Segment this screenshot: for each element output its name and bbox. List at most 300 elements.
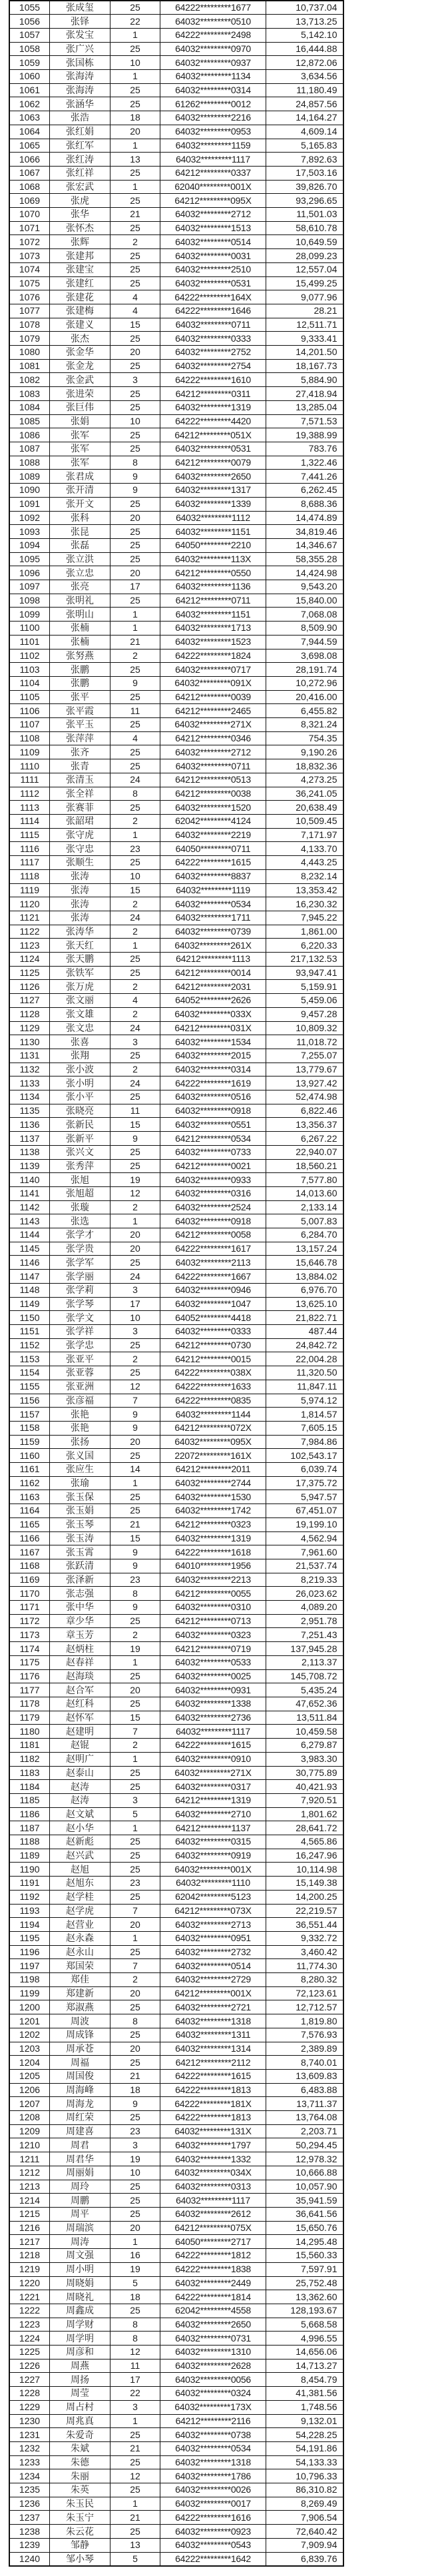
count-cell: 25 (110, 359, 160, 373)
amount-cell: 15,149.38 (266, 1877, 343, 1891)
row-index-cell: 1210 (9, 2138, 50, 2152)
count-cell: 11 (110, 704, 160, 718)
name-cell: 周兆真 (50, 2414, 110, 2428)
row-index-cell: 1093 (9, 525, 50, 539)
count-cell: 1 (110, 828, 160, 842)
amount-cell: 8,454.79 (266, 2373, 343, 2387)
amount-cell: 9,077.96 (266, 290, 343, 304)
amount-cell: 20,638.49 (266, 801, 343, 815)
name-cell: 张昆 (50, 525, 110, 539)
count-cell: 5 (110, 2276, 160, 2290)
amount-cell: 13,362.60 (266, 2290, 343, 2304)
id-number-cell: 64032*********0025 (160, 1669, 266, 1683)
count-cell: 1 (110, 70, 160, 84)
id-number-cell: 64032*********0953 (160, 125, 266, 139)
name-cell: 周晓娟 (50, 2276, 110, 2290)
count-cell: 25 (110, 1449, 160, 1463)
id-number-cell: 64032*********2736 (160, 1711, 266, 1725)
name-cell: 朱德 (50, 2455, 110, 2469)
amount-cell: 12,557.04 (266, 262, 343, 276)
count-cell: 25 (110, 2028, 160, 2042)
id-number-cell: 64032*********0333 (160, 1325, 266, 1339)
name-cell: 张楠 (50, 635, 110, 649)
table-row (9, 1986, 343, 2000)
table-row (9, 125, 343, 139)
id-number-cell: 64212*********0513 (160, 773, 266, 787)
name-cell: 周君 (50, 2138, 110, 2152)
row-index-cell: 1135 (9, 1104, 50, 1118)
table-row (9, 525, 343, 539)
table-row (9, 1270, 343, 1284)
row-index-cell: 1240 (9, 2552, 50, 2566)
amount-cell: 39,826.70 (266, 180, 343, 194)
count-cell: 12 (110, 2469, 160, 2483)
table-row (9, 814, 343, 828)
name-cell: 周红荣 (50, 2111, 110, 2125)
id-number-cell: 64212*********001X (160, 1986, 266, 2000)
count-cell: 21 (110, 1517, 160, 1531)
row-index-cell: 1230 (9, 2414, 50, 2428)
amount-cell: 28,191.74 (266, 663, 343, 677)
name-cell: 赵旭东 (50, 1877, 110, 1891)
table-row (9, 939, 343, 953)
name-cell: 张军 (50, 428, 110, 442)
amount-cell: 50,294.45 (266, 2138, 343, 2152)
table-row (9, 2497, 343, 2511)
id-number-cell: 64032*********0026 (160, 2483, 266, 2497)
row-index-cell: 1128 (9, 1007, 50, 1021)
table-row (9, 1490, 343, 1504)
table-row (9, 594, 343, 608)
name-cell: 张学忠 (50, 1338, 110, 1352)
count-cell: 20 (110, 566, 160, 580)
row-index-cell: 1077 (9, 304, 50, 318)
row-index-cell: 1150 (9, 1311, 50, 1325)
data-table (9, 0, 344, 2567)
row-index-cell: 1180 (9, 1725, 50, 1739)
amount-cell: 21,537.74 (266, 1559, 343, 1573)
amount-cell: 18,167.73 (266, 359, 343, 373)
name-cell: 周鹏 (50, 2194, 110, 2208)
name-cell: 赵永山 (50, 1945, 110, 1959)
amount-cell: 10,737.04 (266, 1, 343, 15)
amount-cell: 21,822.71 (266, 1311, 343, 1325)
count-cell: 2 (110, 1628, 160, 1642)
count-cell: 25 (110, 594, 160, 608)
row-index-cell: 1089 (9, 470, 50, 484)
name-cell: 张小明 (50, 1076, 110, 1090)
id-number-cell: 64222*********4420 (160, 414, 266, 428)
row-index-cell: 1134 (9, 1090, 50, 1104)
row-index-cell: 1115 (9, 828, 50, 842)
table-row (9, 428, 343, 442)
name-cell: 赵建明 (50, 1725, 110, 1739)
id-number-cell: 64212*********2116 (160, 2414, 266, 2428)
name-cell: 赵锟 (50, 1739, 110, 1753)
count-cell: 25 (110, 221, 160, 235)
row-index-cell: 1069 (9, 194, 50, 208)
amount-cell: 72,640.42 (266, 2525, 343, 2539)
table-row (9, 1601, 343, 1615)
count-cell: 17 (110, 580, 160, 594)
count-cell: 1 (110, 622, 160, 636)
id-number-cell: 64222*********1838 (160, 2262, 266, 2276)
id-number-cell: 22072*********161X (160, 1449, 266, 1463)
name-cell: 郑淑燕 (50, 2000, 110, 2014)
amount-cell: 1,814.57 (266, 1408, 343, 1422)
table-row (9, 1435, 343, 1449)
table-row (9, 1973, 343, 1987)
name-cell: 张清玉 (50, 773, 110, 787)
row-index-cell: 1208 (9, 2111, 50, 2125)
amount-cell: 7,571.53 (266, 414, 343, 428)
name-cell: 张楠 (50, 622, 110, 636)
row-index-cell: 1197 (9, 1959, 50, 1973)
id-number-cell: 64212*********072X (160, 1421, 266, 1435)
table-row (9, 166, 343, 180)
name-cell: 张学军 (50, 1256, 110, 1270)
table-row (9, 346, 343, 360)
row-index-cell: 1075 (9, 276, 50, 290)
table-row (9, 1104, 343, 1118)
id-number-cell: 64212*********1113 (160, 953, 266, 967)
row-index-cell: 1058 (9, 42, 50, 56)
name-cell: 周承苍 (50, 2042, 110, 2056)
id-number-cell: 64222*********1642 (160, 2552, 266, 2566)
name-cell: 张志强 (50, 1587, 110, 1601)
count-cell: 19 (110, 1173, 160, 1187)
name-cell: 张义国 (50, 1449, 110, 1463)
count-cell: 25 (110, 2455, 160, 2469)
amount-cell: 13,353.42 (266, 883, 343, 897)
row-index-cell: 1189 (9, 1849, 50, 1863)
table-body (9, 1, 343, 2566)
count-cell: 25 (110, 1945, 160, 1959)
row-index-cell: 1147 (9, 1270, 50, 1284)
table-row (9, 911, 343, 925)
amount-cell: 13,511.84 (266, 1711, 343, 1725)
count-cell: 10 (110, 869, 160, 883)
count-cell: 25 (110, 1780, 160, 1794)
table-row (9, 1945, 343, 1959)
table-row (9, 153, 343, 167)
amount-cell: 14,013.60 (266, 1186, 343, 1200)
name-cell: 赵小华 (50, 1821, 110, 1835)
name-cell: 张开文 (50, 497, 110, 511)
name-cell: 周君华 (50, 2152, 110, 2166)
table-row (9, 2525, 343, 2539)
row-index-cell: 1132 (9, 1063, 50, 1076)
count-cell: 8 (110, 2332, 160, 2346)
table-row (9, 566, 343, 580)
id-number-cell: 64032*********1530 (160, 1490, 266, 1504)
count-cell: 25 (110, 2428, 160, 2442)
name-cell: 张学贵 (50, 1242, 110, 1256)
table-row (9, 1311, 343, 1325)
name-cell: 张学文 (50, 1311, 110, 1325)
table-row (9, 1559, 343, 1573)
id-number-cell: 64032*********131X (160, 2124, 266, 2138)
row-index-cell: 1141 (9, 1186, 50, 1200)
row-index-cell: 1140 (9, 1173, 50, 1187)
row-index-cell: 1159 (9, 1435, 50, 1449)
amount-cell: 6,839.76 (266, 2552, 343, 2566)
count-cell: 20 (110, 125, 160, 139)
id-number-cell: 64032*********0534 (160, 897, 266, 911)
id-number-cell: 64032*********0918 (160, 1104, 266, 1118)
count-cell: 15 (110, 1711, 160, 1725)
count-cell: 20 (110, 511, 160, 525)
amount-cell: 7,906.54 (266, 2511, 343, 2525)
amount-cell: 5,142.10 (266, 28, 343, 42)
id-number-cell: 64212*********0711 (160, 594, 266, 608)
count-cell: 3 (110, 2138, 160, 2152)
table-row (9, 2138, 343, 2152)
count-cell: 2 (110, 1007, 160, 1021)
amount-cell: 7,441.26 (266, 470, 343, 484)
id-number-cell: 64032*********2113 (160, 1256, 266, 1270)
name-cell: 张文丽 (50, 994, 110, 1008)
name-cell: 张旭超 (50, 1186, 110, 1200)
row-index-cell: 1157 (9, 1408, 50, 1422)
id-number-cell: 64032*********0510 (160, 15, 266, 29)
amount-cell: 35,941.59 (266, 2194, 343, 2208)
amount-cell: 6,483.88 (266, 2083, 343, 2097)
name-cell: 赵文斌 (50, 1807, 110, 1821)
row-index-cell: 1161 (9, 1463, 50, 1477)
count-cell: 25 (110, 2180, 160, 2194)
amount-cell: 72,123.61 (266, 1986, 343, 2000)
id-number-cell: 64212*********2011 (160, 1463, 266, 1477)
id-number-cell: 64032*********0910 (160, 1752, 266, 1766)
table-row (9, 1449, 343, 1463)
name-cell: 赵旭 (50, 1863, 110, 1877)
row-index-cell: 1183 (9, 1766, 50, 1780)
name-cell: 张军 (50, 442, 110, 456)
count-cell: 22 (110, 15, 160, 29)
amount-cell: 18,832.36 (266, 759, 343, 773)
table-row (9, 2318, 343, 2332)
amount-cell: 7,944.59 (266, 635, 343, 649)
amount-cell: 11,847.11 (266, 1380, 343, 1394)
name-cell: 张全祥 (50, 787, 110, 801)
name-cell: 郑建新 (50, 1986, 110, 2000)
amount-cell: 8,321.24 (266, 718, 343, 732)
name-cell: 张金龙 (50, 359, 110, 373)
table-row (9, 1545, 343, 1559)
id-number-cell: 64032*********1151 (160, 525, 266, 539)
table-row (9, 1366, 343, 1380)
row-index-cell: 1165 (9, 1517, 50, 1531)
name-cell: 张玉娟 (50, 1504, 110, 1518)
row-index-cell: 1214 (9, 2194, 50, 2208)
table-row (9, 2511, 343, 2525)
id-number-cell: 64222*********1824 (160, 649, 266, 663)
row-index-cell: 1173 (9, 1628, 50, 1642)
table-row (9, 2332, 343, 2346)
name-cell: 邹小琴 (50, 2552, 110, 2566)
name-cell: 张应生 (50, 1463, 110, 1477)
amount-cell: 10,057.90 (266, 2180, 343, 2194)
id-number-cell: 64032*********2713 (160, 1918, 266, 1932)
name-cell: 赵营业 (50, 1918, 110, 1932)
id-number-cell: 64222*********1615 (160, 1739, 266, 1753)
id-number-cell: 64212*********2465 (160, 704, 266, 718)
id-number-cell: 64032*********0919 (160, 1849, 266, 1863)
amount-cell: 13,711.37 (266, 2097, 343, 2111)
amount-cell: 7,255.07 (266, 1049, 343, 1063)
row-index-cell: 1221 (9, 2290, 50, 2304)
table-row (9, 28, 343, 42)
name-cell: 张亮 (50, 580, 110, 594)
count-cell: 9 (110, 1601, 160, 1615)
id-number-cell: 64032*********1711 (160, 911, 266, 925)
amount-cell: 6,976.70 (266, 1283, 343, 1297)
count-cell: 14 (110, 1463, 160, 1477)
id-number-cell: 64032*********0333 (160, 332, 266, 346)
row-index-cell: 1117 (9, 856, 50, 870)
amount-cell: 9,132.01 (266, 2414, 343, 2428)
row-index-cell: 1172 (9, 1614, 50, 1628)
amount-cell: 47,652.36 (266, 1697, 343, 1711)
row-index-cell: 1084 (9, 400, 50, 414)
id-number-cell: 64032*********1134 (160, 70, 266, 84)
row-index-cell: 1080 (9, 346, 50, 360)
id-number-cell: 64032*********0316 (160, 1186, 266, 1200)
row-index-cell: 1098 (9, 594, 50, 608)
table-row (9, 1711, 343, 1725)
table-row (9, 1463, 343, 1477)
table-row (9, 1408, 343, 1422)
count-cell: 25 (110, 497, 160, 511)
table-row (9, 442, 343, 456)
name-cell: 张翔 (50, 1049, 110, 1063)
count-cell: 9 (110, 1421, 160, 1435)
count-cell: 25 (110, 801, 160, 815)
amount-cell: 26,023.62 (266, 1587, 343, 1601)
count-cell: 17 (110, 2373, 160, 2387)
table-row (9, 2304, 343, 2318)
id-number-cell: 64212*********2031 (160, 980, 266, 994)
table-row (9, 262, 343, 276)
name-cell: 赵涛 (50, 1793, 110, 1807)
id-number-cell: 64032*********2650 (160, 2318, 266, 2332)
amount-cell: 22,219.57 (266, 1904, 343, 1918)
name-cell: 张海涛 (50, 70, 110, 84)
count-cell: 7 (110, 1904, 160, 1918)
count-cell: 25 (110, 249, 160, 263)
count-cell: 15 (110, 883, 160, 897)
amount-cell: 7,605.15 (266, 1421, 343, 1435)
name-cell: 张韶珺 (50, 814, 110, 828)
name-cell: 张建宝 (50, 262, 110, 276)
amount-cell: 40,421.93 (266, 1780, 343, 1794)
table-row (9, 2014, 343, 2028)
table-row (9, 1863, 343, 1877)
amount-cell: 14,656.06 (266, 2346, 343, 2360)
amount-cell: 6,284.70 (266, 1228, 343, 1242)
name-cell: 郑佳 (50, 1973, 110, 1987)
table-row (9, 83, 343, 97)
table-row (9, 2235, 343, 2249)
id-number-cell: 64032*********2449 (160, 2276, 266, 2290)
table-row (9, 980, 343, 994)
row-index-cell: 1195 (9, 1931, 50, 1945)
name-cell: 赵炳柱 (50, 1642, 110, 1656)
amount-cell: 93,296.65 (266, 194, 343, 208)
row-index-cell: 1130 (9, 1035, 50, 1049)
name-cell: 赵明广 (50, 1752, 110, 1766)
row-index-cell: 1206 (9, 2083, 50, 2097)
amount-cell: 13,157.24 (266, 1242, 343, 1256)
row-index-cell: 1102 (9, 649, 50, 663)
table-row (9, 2441, 343, 2455)
name-cell: 张艳 (50, 1421, 110, 1435)
table-row (9, 2249, 343, 2263)
row-index-cell: 1191 (9, 1877, 50, 1891)
id-number-cell: 64032*********0323 (160, 1628, 266, 1642)
count-cell: 3 (110, 1793, 160, 1807)
row-index-cell: 1169 (9, 1573, 50, 1587)
id-number-cell: 64222*********1814 (160, 2290, 266, 2304)
id-number-cell: 64032*********2612 (160, 2208, 266, 2222)
row-index-cell: 1100 (9, 622, 50, 636)
id-number-cell: 64222*********038X (160, 1366, 266, 1380)
row-index-cell: 1103 (9, 663, 50, 677)
name-cell: 张宏武 (50, 180, 110, 194)
table-row (9, 2469, 343, 2483)
name-cell: 张立洪 (50, 552, 110, 566)
amount-cell: 28,641.72 (266, 1821, 343, 1835)
count-cell: 25 (110, 1697, 160, 1711)
amount-cell: 10,649.59 (266, 235, 343, 249)
name-cell: 赵怀军 (50, 1711, 110, 1725)
count-cell: 21 (110, 635, 160, 649)
amount-cell: 24,842.72 (266, 1338, 343, 1352)
count-cell: 25 (110, 663, 160, 677)
amount-cell: 16,230.32 (266, 897, 343, 911)
row-index-cell: 1170 (9, 1587, 50, 1601)
name-cell: 张小平 (50, 1090, 110, 1104)
id-number-cell: 64032*********034X (160, 2166, 266, 2180)
table-row (9, 1614, 343, 1628)
id-number-cell: 64032*********2219 (160, 828, 266, 842)
table-row (9, 1352, 343, 1366)
count-cell: 25 (110, 1614, 160, 1628)
count-cell: 25 (110, 1835, 160, 1849)
amount-cell: 6,262.45 (266, 484, 343, 498)
count-cell: 25 (110, 1145, 160, 1159)
table-row (9, 180, 343, 194)
table-row (9, 1421, 343, 1435)
amount-cell: 19,388.99 (266, 428, 343, 442)
count-cell: 3 (110, 1035, 160, 1049)
id-number-cell: 61262*********0012 (160, 97, 266, 111)
count-cell: 22 (110, 2387, 160, 2401)
table-row (9, 1877, 343, 1891)
row-index-cell: 1136 (9, 1118, 50, 1132)
count-cell: 4 (110, 731, 160, 745)
id-number-cell: 64222*********2498 (160, 28, 266, 42)
row-index-cell: 1158 (9, 1421, 50, 1435)
table-row (9, 1, 343, 15)
count-cell: 1 (110, 1476, 160, 1490)
row-index-cell: 1062 (9, 97, 50, 111)
row-index-cell: 1187 (9, 1821, 50, 1835)
name-cell: 张建义 (50, 318, 110, 332)
name-cell: 郑国荣 (50, 1959, 110, 1973)
id-number-cell: 64212*********0039 (160, 690, 266, 704)
